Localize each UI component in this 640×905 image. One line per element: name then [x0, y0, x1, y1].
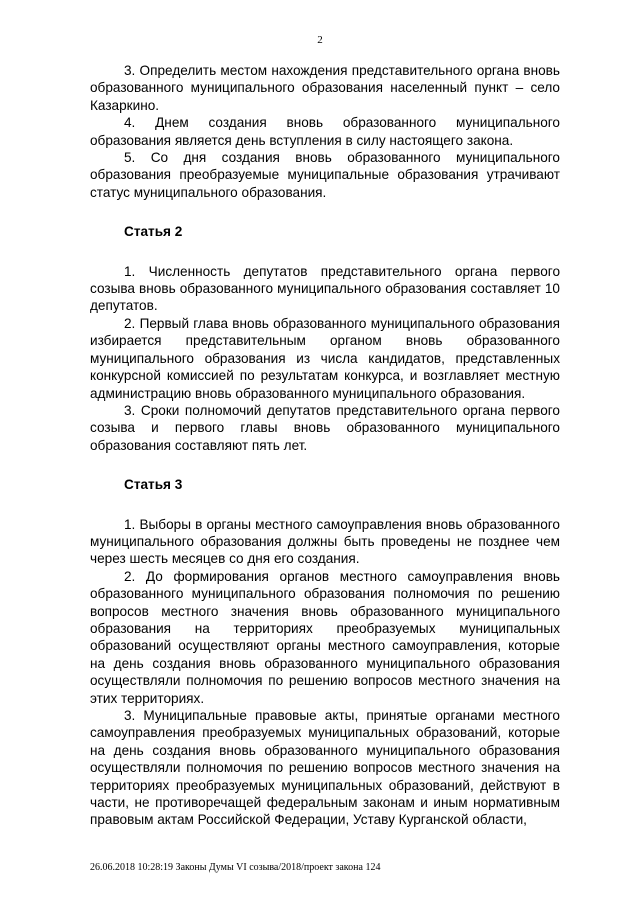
document-footer: 26.06.2018 10:28:19 Законы Думы VI созыва/2018/проект закона 124	[90, 862, 381, 873]
paragraph: 3. Определить местом нахождения представительного органа вновь образованного муниципального образования населенный пункт – село Казаркино.	[90, 63, 560, 113]
article-heading: Статья 3	[124, 477, 183, 493]
paragraph: 2. Первый глава вновь образованного муниципального образования избирается представительным органом вновь образованного муниципального образования из числа кандидатов, представленных конкурсной комиссией по результатам конкурса, и возглавляет местную администрацию вновь образованного муниципального образования.	[90, 315, 560, 401]
paragraph: 1. Численность депутатов представительного органа первого созыва вновь образованного муниципального образования составляет 10 депутатов.	[90, 263, 560, 314]
article-heading: Статья 2	[124, 224, 183, 240]
document-body	[90, 62, 560, 829]
paragraph: 2. До формирования органов местного самоуправления вновь образованного муниципального образования полномочия по решению вопросов местного значения вновь образованного муниципального образования на территориях преобразуемых муниципальных образований осуществляют органы местного самоуправления, которые на день создания вновь образованного муниципального образования осуществляли полномочия по решению вопросов местного значения на этих территориях.	[90, 568, 560, 706]
paragraph: 4. Днем создания вновь образованного муниципального образования является день вступления в силу настоящего закона.	[90, 115, 560, 148]
page-number: 2	[317, 34, 323, 46]
paragraph: 3. Сроки полномочий депутатов представительного органа первого созыва и первого главы вновь образованного муниципального образования составляют пять лет.	[90, 402, 560, 453]
paragraph: 3. Муниципальные правовые акты, принятые органами местного самоуправления преобразуемых муниципальных образований, которые на день создания вновь образованного муниципального образования осуществляли полномочия по решению вопросов местного значения на территориях преобразуемых муниципальных образований, действуют в части, не противоречащей федеральным законам и иным нормативным правовым актам Российской Федерации, Уставу Курганской области,	[90, 708, 560, 828]
paragraph: 5. Со дня создания вновь образованного муниципального образования преобразуемые муниципальные образования утрачивают статус муниципального образования.	[90, 150, 560, 200]
paragraph: 1. Выборы в органы местного самоуправления вновь образованного муниципального образования должны быть проведены не позднее чем через шесть месяцев со дня его создания.	[90, 516, 560, 567]
